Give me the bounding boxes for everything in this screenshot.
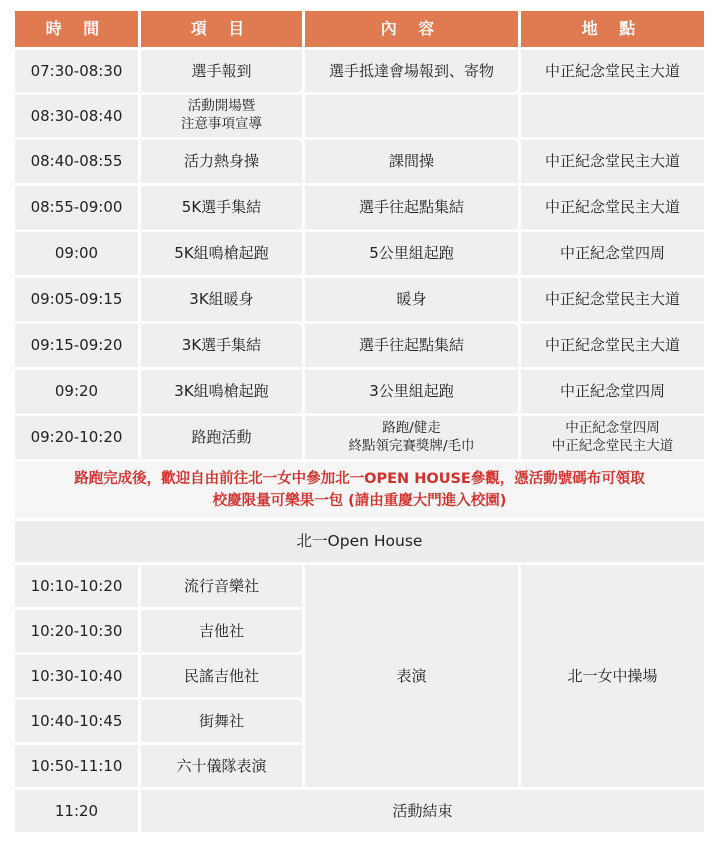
header-item: 項 目 (141, 11, 302, 47)
notice-text (15, 462, 704, 518)
table-row (15, 186, 704, 229)
table-row (15, 370, 704, 413)
cell-time: 10:40-10:45 (15, 700, 138, 742)
cell-time: 10:10-10:20 (15, 565, 138, 607)
cell-place: 中正紀念堂四周 (521, 232, 704, 275)
header-row (15, 11, 704, 47)
cell-item: 路跑活動 (141, 416, 302, 459)
cell-place: 中正紀念堂民主大道 (521, 278, 704, 321)
cell-content: 選手抵達會場報到、寄物 (305, 50, 518, 92)
cell-place-line: 中正紀念堂四周 (565, 419, 660, 436)
cell-time: 08:40-08:55 (15, 140, 138, 183)
cell-place: 中正紀念堂民主大道 (521, 186, 704, 229)
cell-place-line: 中正紀念堂民主大道 (551, 437, 674, 454)
cell-time: 08:55-09:00 (15, 186, 138, 229)
cell-place (521, 416, 704, 459)
cell-place: 中正紀念堂四周 (521, 370, 704, 413)
cell-time: 09:20 (15, 370, 138, 413)
cell-item: 選手報到 (141, 50, 302, 92)
cell-time: 10:20-10:30 (15, 610, 138, 652)
end-label: 活動結束 (141, 790, 704, 832)
cell-item-line: 活動開場暨 (187, 98, 256, 115)
cell-content: 課間操 (305, 140, 518, 183)
cell-item: 3K組鳴槍起跑 (141, 370, 302, 413)
cell-content: 暖身 (305, 278, 518, 321)
cell-time: 09:05-09:15 (15, 278, 138, 321)
cell-item-line: 注意事項宣導 (181, 116, 262, 132)
table-row (15, 232, 704, 275)
table-row (15, 324, 704, 367)
cell-item: 3K組暖身 (141, 278, 302, 321)
cell-content-line: 終點領完賽獎牌/毛巾 (348, 437, 475, 454)
cell-time: 10:30-10:40 (15, 655, 138, 697)
table-row (15, 416, 704, 459)
cell-content (305, 416, 518, 459)
notice-row (15, 462, 704, 518)
notice-line: 路跑完成後，歡迎自由前往北一女中參加北一OPEN HOUSE參觀，憑活動號碼布可領取 (74, 470, 645, 487)
cell-item: 流行音樂社 (141, 565, 302, 607)
cell-place: 中正紀念堂民主大道 (521, 50, 704, 92)
schedule-table (12, 8, 707, 835)
cell-time: 09:15-09:20 (15, 324, 138, 367)
cell-time: 10:50-11:10 (15, 745, 138, 787)
cell-content: 5公里組起跑 (305, 232, 518, 275)
end-row (15, 790, 704, 832)
cell-place-merged: 北一女中操場 (521, 565, 704, 787)
section-row (15, 521, 704, 562)
cell-content: 3公里組起跑 (305, 370, 518, 413)
cell-content: 選手往起點集結 (305, 186, 518, 229)
cell-time: 11:20 (15, 790, 138, 832)
cell-item: 3K選手集結 (141, 324, 302, 367)
table-row (15, 95, 704, 137)
cell-item: 街舞社 (141, 700, 302, 742)
section-title: 北一Open House (15, 521, 704, 562)
cell-content-line: 路跑/健走 (382, 419, 441, 436)
table-row (15, 140, 704, 183)
cell-item: 吉他社 (141, 610, 302, 652)
cell-item: 六十儀隊表演 (141, 745, 302, 787)
header-content: 內 容 (305, 11, 518, 47)
header-place: 地 點 (521, 11, 704, 47)
table-row (15, 50, 704, 92)
cell-item: 活力熱身操 (141, 140, 302, 183)
cell-content (305, 95, 518, 137)
table-row (15, 565, 704, 607)
cell-place (521, 95, 704, 137)
cell-place: 中正紀念堂民主大道 (521, 324, 704, 367)
cell-item (141, 95, 302, 137)
cell-place: 中正紀念堂民主大道 (521, 140, 704, 183)
cell-time: 09:20-10:20 (15, 416, 138, 459)
cell-time: 09:00 (15, 232, 138, 275)
cell-item: 民謠吉他社 (141, 655, 302, 697)
notice-line: 校慶限量可樂果一包 (請由重慶大門進入校園) (212, 493, 507, 509)
cell-content-merged: 表演 (305, 565, 518, 787)
cell-time: 08:30-08:40 (15, 95, 138, 137)
cell-time: 07:30-08:30 (15, 50, 138, 92)
table-row (15, 278, 704, 321)
cell-item: 5K選手集結 (141, 186, 302, 229)
header-time: 時 間 (15, 11, 138, 47)
cell-item: 5K組鳴槍起跑 (141, 232, 302, 275)
cell-content: 選手往起點集結 (305, 324, 518, 367)
